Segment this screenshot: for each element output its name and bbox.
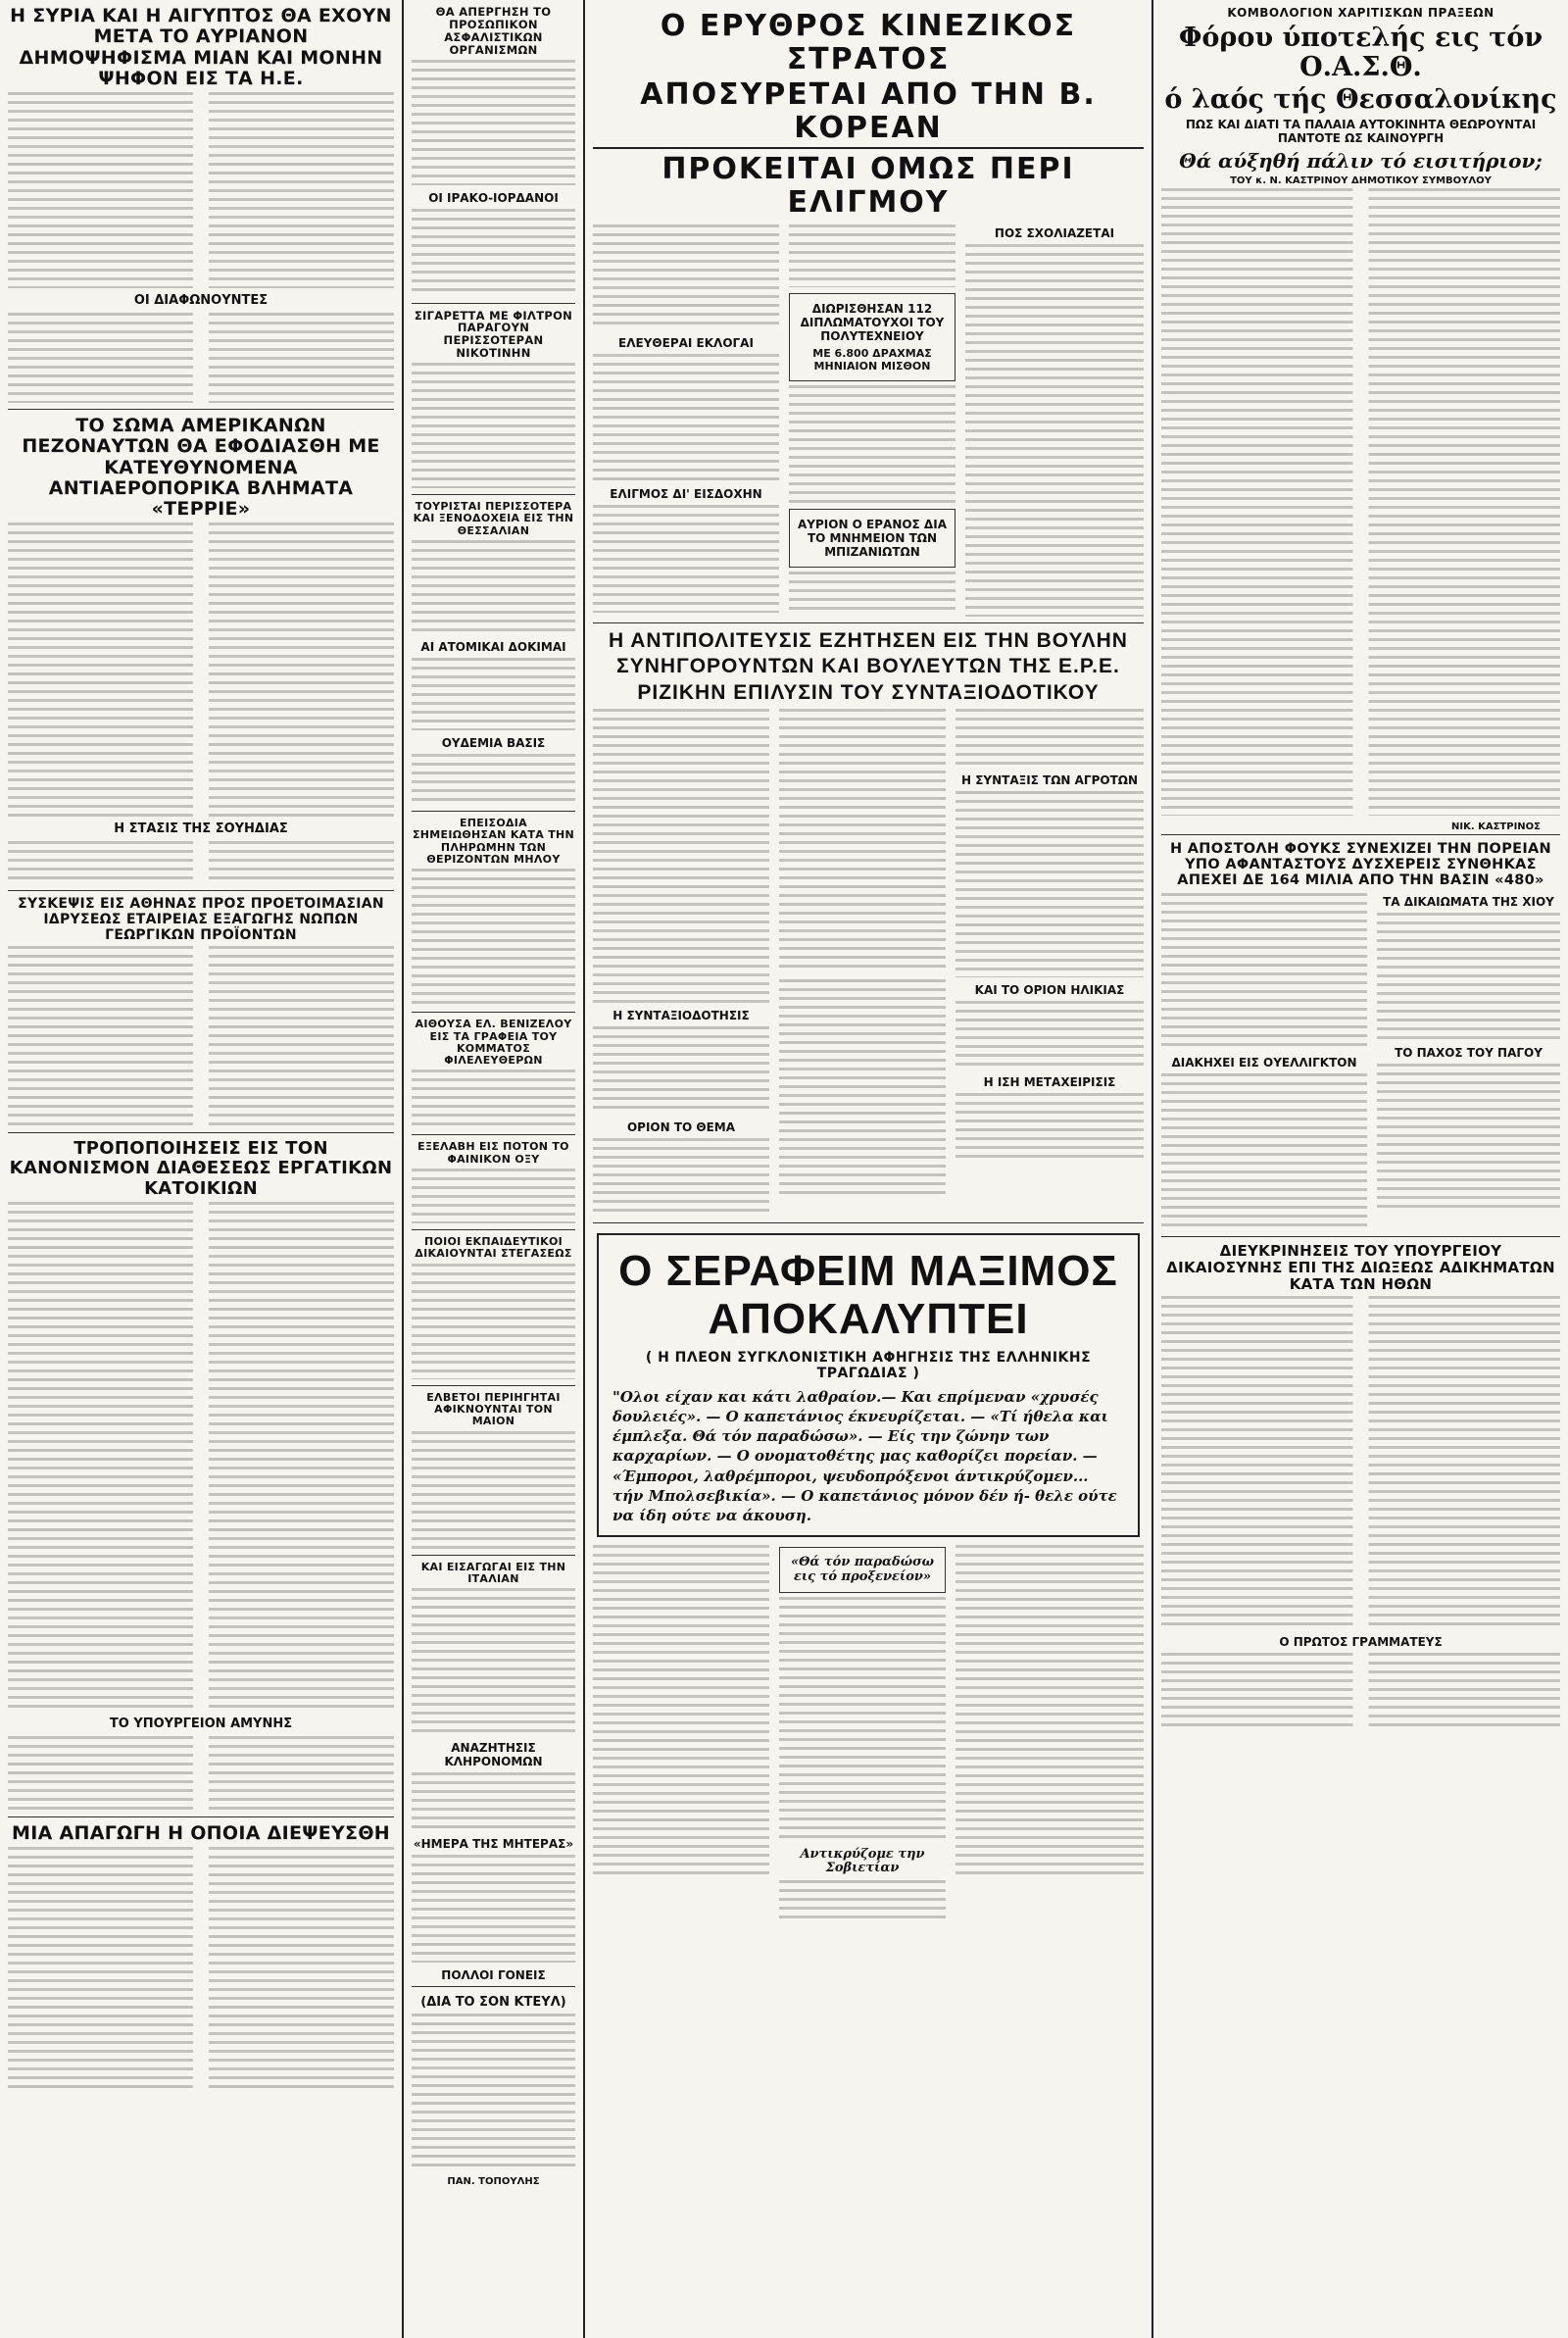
subheading-diplomats-salary: ΜΕ 6.800 ΔΡΑΧΜΑΣ ΜΗΝΙΑΙΟΝ ΜΙΣΘΟΝ: [812, 346, 932, 373]
headline-abduction: ΜΙΑ ΑΠΑΓΩΓΗ Η ΟΠΟΙΑ ΔΙΕΨΕΥΣΘΗ: [12, 1821, 390, 1844]
article-syria-egypt: [8, 4, 394, 410]
headline-syria-egypt: Η ΣΥΡΙΑ ΚΑΙ Η ΑΙΓΥΠΤΟΣ ΘΑ ΕΧΟΥΝ ΜΕΤΑ ΤΟ ΑΥΡΙΑΝΟΝ ΔΗΜΟΨΗΦΙΣΜΑ ΜΙΑΝ ΚΑΙ ΜΟΝΗΝ ΨΗΦΟΝ ΕΙΣ ΤΑ Η.Ε.: [10, 5, 392, 89]
inset-eranos: [789, 509, 956, 568]
article-body: [593, 1138, 769, 1217]
headline-terrier-missiles: ΤΟ ΣΩΜΑ ΑΜΕΡΙΚΑΝΩΝ ΠΕΖΟΝΑΥΤΩΝ ΘΑ ΕΦΟΔΙΑΣΘΗ ΜΕ ΚΑΤΕΥΘΥΝΟΜΕΝΑ ΑΝΤΙΑΕΡΟΠΟΡΙΚΑ ΒΛΗΜΑΤΑ «ΤΕΡΡΙΕ»: [22, 415, 380, 521]
article-body: [956, 791, 1144, 977]
article-body: [412, 1772, 575, 1831]
headline-chinese-army-2: ΑΠΟΣΥΡΕΤΑΙ ΑΠΟ ΤΗΝ Β. ΚΟΡΕΑΝ: [640, 77, 1097, 145]
headline-cigarettes: ΣΙΓΑΡΕΤΤΑ ΜΕ ΦΙΛΤΡΟΝ ΠΑΡΑΓΟΥΝ ΠΕΡΙΣΣΟΤΕΡΑΝ ΝΙΚΟΤΙΝΗΝ: [414, 308, 573, 361]
article-body: [1377, 1064, 1560, 1211]
article-body: [8, 841, 394, 884]
article-body: [8, 946, 394, 1126]
article-body: [412, 754, 575, 805]
kicker-komvologion: ΚΟΜΒΟΛΟΓΙΟΝ ΧΑΡΙΤΙΣΚΩΝ ΠΡΑΞΕΩΝ: [1227, 6, 1494, 20]
article-chinese-army: [593, 4, 1144, 623]
article-body: [593, 1026, 769, 1115]
column-1: [0, 0, 402, 2338]
subheading-heirs: ΑΝΑΖΗΤΗΣΙΣ ΚΛΗΡΟΝΟΜΩΝ: [444, 1741, 543, 1769]
article-body: [8, 1847, 394, 2092]
headline-teachers-housing: ΠΟΙΟΙ ΕΚΠΑΙΔΕΥΤΙΚΟΙ ΔΙΚΑΙΟΥΝΤΑΙ ΣΤΕΓΑΣΕΩΣ: [415, 1235, 572, 1261]
headline-worker-housing: ΤΡΟΠΟΠΟΙΗΣΕΙΣ ΕΙΣ ΤΟΝ ΚΑΝΟΝΙΣΜΟΝ ΔΙΑΘΕΣΕΩΣ ΕΡΓΑΤΙΚΩΝ ΚΑΤΟΙΚΙΩΝ: [9, 1138, 393, 1199]
article-body: [779, 1597, 946, 1842]
article-justice-ministry: [1161, 1241, 1560, 1736]
article-abduction: [8, 1821, 394, 2098]
article-body: [412, 1431, 575, 1549]
article-body: [8, 92, 394, 288]
article-oasth-tax: [1161, 4, 1560, 835]
article-body: [1161, 1296, 1560, 1629]
subheading-old-cars: ΠΩΣ ΚΑΙ ΔΙΑΤΙ ΤΑ ΠΑΛΑΙΑ ΑΥΤΟΚΙΝΗΤΑ ΘΕΩΡΟΥΝΤΑΙ ΠΑΝΤΟΤΕ ΩΣ ΚΑΙΝΟΥΡΓΗ: [1185, 118, 1537, 145]
article-export-company: [8, 895, 394, 1133]
serafeim-quote: "Ολοι είχαν και κάτι λαθραίον.— Και επρίμεναν «χρυσές δουλειές». — Ο καπετάνιος έκνευρίζεται. — «Τί ήθελα και έμπλεξα. Θά τόν παραδώσω». — Είς την ζώνην των καρχαρίων. — Ο ονοματοθέτης μας καθορίζει πορείαν. — «Έμποροι, λαθρέμποροι, ψευδοπρόξενοι άντικρύζομεν... τήν Μπολσεβικία». — Ο καπετάνιος μόνον δέν ή- θελε ούτε να ίδη ούτε να άκουση.: [612, 1387, 1117, 1525]
article-fuchs-expedition: [1161, 839, 1560, 1238]
article-serafeim: [593, 1227, 1144, 1924]
article-body: [1377, 913, 1560, 1040]
article-body: [789, 572, 956, 615]
headline-chinese-army-3: ΠΡΟΚΕΙΤΑΙ ΟΜΩΣ ΠΕΡΙ ΕΛΙΓΜΟΥ: [593, 147, 1144, 219]
article-body: [956, 709, 1144, 768]
inset-deliver: [779, 1547, 946, 1593]
subheading-atomic-tests: ΑΙ ΑΤΟΜΙΚΑΙ ΔΟΚΙΜΑΙ: [420, 639, 566, 654]
article-swiss-tourists: [412, 1390, 575, 1556]
subheading-dissenters: ΟΙ ΔΙΑΦΩΝΟΥΝΤΕΣ: [133, 293, 269, 309]
article-body: [412, 869, 575, 1006]
article-melos-episodes: [412, 816, 575, 1013]
serafeim-box: [597, 1233, 1140, 1537]
headline-fuchs-expedition: Η ΑΠΟΣΤΟΛΗ ΦΟΥΚΣ ΣΥΝΕΧΙΖΕΙ ΤΗΝ ΠΟΡΕΙΑΝ ΥΠΟ ΑΦΑΝΤΑΣΤΟΥΣ ΔΥΣΧΕΡΕΙΣ ΣΥΝΘΗΚΑΣ ΑΠΕΧΕΙ ΔΕ 164 ΜΙΛΙΑ ΑΠΟ ΤΗΝ ΒΑΣΙΝ «480»: [1170, 840, 1551, 889]
subheading-farmers-pension: Η ΣΥΝΤΑΞΙΣ ΤΩΝ ΑΓΡΟΤΩΝ: [960, 773, 1138, 788]
headline-export-company: ΣΥΣΚΕΨΙΣ ΕΙΣ ΑΘΗΝΑΣ ΠΡΟΣ ΠΡΟΕΤΟΙΜΑΣΙΑΝ ΙΔΡΥΣΕΩΣ ΕΤΑΙΡΕΙΑΣ ΕΞΑΓΩΓΗΣ ΝΩΠΩΝ ΓΕΩΡΓΙΚΩΝ ΠΡΟΪΟΝΤΩΝ: [18, 896, 384, 943]
headline-serafeim: Ο ΣΕΡΑΦΕΙΜ ΜΑΞΙΜΟΣ ΑΠΟΚΑΛΥΠΤΕΙ: [618, 1247, 1118, 1344]
headline-italy-imports: ΚΑΙ ΕΙΣΑΓΩΓΑΙ ΕΙΣ ΤΗΝ ΙΤΑΛΙΑΝ: [420, 1560, 566, 1585]
headline-oasth-1: Φόρου ύποτελής εις τόν Ο.Α.Σ.Θ.: [1178, 23, 1544, 82]
article-body: [412, 1264, 575, 1379]
serafeim-bracket-title: ( Η ΠΛΕΟΝ ΣΥΓΚΛΟΝΙΣΤΙΚΗ ΑΦΗΓΗΣΙΣ ΤΗΣ ΕΛΛΗΝΙΚΗΣ ΤΡΑΓΩΔΙΑΣ ): [645, 1349, 1092, 1381]
article-body: [956, 1001, 1144, 1070]
article-worker-housing: [8, 1137, 394, 1816]
article-body: [412, 209, 575, 297]
subheading-commentary: ΠΟΣ ΣΧΟΛΙΑΖΕΤΑΙ: [994, 225, 1115, 240]
article-body: [1161, 188, 1560, 816]
article-body: [8, 313, 394, 403]
subheading-successor: ΕΛΙΓΜΟΣ ΔΙ' ΕΙΣΔΟΧΗΝ: [610, 486, 762, 501]
column-2: [402, 0, 583, 2338]
article-body: [965, 244, 1144, 617]
subheading-mothers-day: «ΗΜΕΡΑ ΤΗΣ ΜΗΤΕΡΑΣ»: [413, 1837, 574, 1852]
headline-eranos: ΑΥΡΙΟΝ Ο ΕΡΑΝΟΣ ΔΙΑ ΤΟ ΜΝΗΜΕΙΟΝ ΤΩΝ ΜΠΙΖΑΝΙΩΤΩΝ: [798, 517, 947, 559]
article-body: [779, 709, 946, 973]
headline-chinese-army-1: Ο ΕΡΥΘΡΟΣ ΚΙΝΕΖΙΚΟΣ ΣΤΡΑΤΟΣ: [660, 9, 1077, 76]
subheading-defense-ministry: ΤΟ ΥΠΟΥΡΓΕΙΟΝ ΑΜΥΝΗΣ: [109, 1716, 293, 1731]
headline-oasth-2: ό λαός τής Θεσσαλονίκης: [1164, 84, 1557, 116]
article-body: [1161, 1073, 1367, 1230]
subheading-wellington: ΔΙΑΚΗΧΕΙ ΕΙΣ ΟΥΕΛΛΙΓΚΤΟΝ: [1171, 1056, 1357, 1070]
headline-swiss-tourists: ΕΛΒΕΤΟΙ ΠΕΡΙΗΓΗΤΑΙ ΑΦΙΚΝΟΥΝΤΑΙ ΤΟΝ ΜΑΙΟΝ: [426, 1390, 561, 1428]
subheading-free-elections: ΕΛΕΥΘΕΡΑΙ ΕΚΛΟΓΑΙ: [618, 335, 754, 350]
subheading-ktel: (ΔΙΑ ΤΟ ΣΟΝ ΚΤΕΥΛ): [420, 1995, 566, 2011]
subheading-many-parents: ΠΟΛΛΟΙ ΓΟΝΕΙΣ: [441, 1968, 546, 1983]
headline-opposition-3: ΡΙΖΙΚΗΝ ΕΠΙΛΥΣΙΝ ΤΟΥ ΣΥΝΤΑΞΙΟΔΟΤΙΚΟΥ: [637, 680, 1100, 704]
article-body: [412, 658, 575, 730]
article-body: [412, 540, 575, 634]
subheading-the-subject: ΟΡΙΟΝ ΤΟ ΘΕΜΑ: [626, 1120, 736, 1135]
headline-venizelos-hall: ΑΙΘΟΥΣΑ ΕΛ. ΒΕΝΙΖΕΛΟΥ ΕΙΣ ΤΑ ΓΡΑΦΕΙΑ ΤΟΥ ΚΟΜΜΑΤΟΣ ΦΙΛΕΛΕΥΘΕΡΩΝ: [415, 1018, 572, 1068]
article-terrier-missiles: [8, 414, 394, 891]
subheading-sweden: Η ΣΤΑΣΙΣ ΤΗΣ ΣΟΥΗΔΙΑΣ: [114, 821, 288, 837]
headline-justice-ministry: ΔΙΕΥΚΡΙΝΗΣΕΙΣ ΤΟΥ ΥΠΟΥΡΓΕΙΟΥ ΔΙΚΑΙΟΣΥΝΗΣ ΕΠΙ ΤΗΣ ΔΙΩΞΕΩΣ ΑΔΙΚΗΜΑΤΩΝ ΚΑΤΑ ΤΩΝ ΗΘΩΝ: [1166, 1242, 1555, 1293]
headline-insurance-strike: ΘΑ ΑΠΕΡΓΗΣΗ ΤΟ ΠΡΟΣΩΠΙΚΟΝ ΑΣΦΑΛΙΣΤΙΚΩΝ ΟΡΓΑΝΙΣΜΩΝ: [435, 5, 552, 57]
column-4: [1152, 0, 1568, 2338]
article-body: [1161, 893, 1367, 1050]
subheading-deliver: «Θά τόν παραδώσω εις τό προξενείον»: [790, 1555, 935, 1584]
article-teachers-housing: [412, 1234, 575, 1386]
article-ktel: [412, 1991, 575, 2189]
column-3: [583, 0, 1152, 2338]
article-cigarettes: [412, 308, 575, 496]
article-body: [593, 505, 779, 613]
article-body: [789, 385, 956, 503]
article-body: [956, 1545, 1144, 1878]
subheading-iraq-jordan: ΟΙ ΙΡΑΚΟ-ΙΟΡΔΑΝΟΙ: [428, 190, 559, 205]
article-body: [779, 979, 946, 1195]
headline-tourists-thessaly: ΤΟΥΡΙΣΤΑΙ ΠΕΡΙΣΣΟΤΕΡΑ ΚΑΙ ΞΕΝΟΔΟΧΕΙΑ ΕΙΣ ΤΗΝ ΘΕΣΣΑΛΙΑΝ: [413, 500, 574, 537]
headline-diplomats: ΔΙΩΡΙΣΘΗΣΑΝ 112 ΔΙΠΛΩΜΑΤΟΥΧΟΙ ΤΟΥ ΠΟΛΥΤΕΧΝΕΙΟΥ: [800, 301, 945, 343]
article-opposition-pensions: [593, 627, 1144, 1224]
inset-diplomats: [789, 293, 956, 381]
article-phenolic-acid: [412, 1139, 575, 1230]
article-body: [779, 1880, 946, 1919]
subheading-equal-treatment: Η ΙΣΗ ΜΕΤΑΧΕΙΡΙΣΙΣ: [983, 1075, 1116, 1090]
subheading-first-secretary: Ο ΠΡΩΤΟΣ ΓΡΑΜΜΑΤΕΥΣ: [1279, 1634, 1443, 1649]
subheading-soviet: Αντικρύζομε την Σοβιετίαν: [800, 1846, 925, 1876]
article-body: [412, 1588, 575, 1735]
subheading-chios: ΤΑ ΔΙΚΑΙΩΜΑΤΑ ΤΗΣ ΧΙΟΥ: [1383, 895, 1554, 910]
article-venizelos-hall: [412, 1017, 575, 1135]
article-body: [412, 1169, 575, 1223]
headline-opposition-2: ΣΥΝΗΓΟΡΟΥΝΤΩΝ ΚΑΙ ΒΟΥΛΕΥΤΩΝ ΤΗΣ Ε.Ρ.Ε.: [616, 655, 1120, 678]
article-body: [412, 1855, 575, 1963]
subheading-ice-thickness: ΤΟ ΠΑΧΟΣ ΤΟΥ ΠΑΓΟΥ: [1395, 1046, 1543, 1061]
article-body: [8, 1736, 394, 1811]
article-body: [8, 1202, 394, 1712]
article-body: [593, 224, 779, 330]
article-tourists-thessaly: [412, 499, 575, 812]
headline-melos-episodes: ΕΠΕΙΣΟΔΙΑ ΣΗΜΕΙΩΘΗΣΑΝ ΚΑΤΑ ΤΗΝ ΠΛΗΡΩΜΗΝ ΤΩΝ ΘΕΡΙΖΟΝΤΩΝ ΜΗΛΟΥ: [412, 816, 575, 866]
subheading-no-basis: ΟΥΔΕΜΙΑ ΒΑΣΙΣ: [441, 735, 546, 750]
headline-phenolic-acid: ΕΞΕΛΑΒΗ ΕΙΣ ΠΟΤΟΝ ΤΟ ΦΑΙΝΙΚΟΝ ΟΞΥ: [417, 1140, 569, 1166]
article-body: [412, 363, 575, 488]
article-body: [412, 60, 575, 185]
byline-kastrinos: ΤΟΥ κ. Ν. ΚΑΣΤΡΙΝΟΥ ΔΗΜΟΤΙΚΟΥ ΣΥΜΒΟΥΛΟΥ: [1230, 174, 1492, 186]
article-body: [593, 1545, 769, 1878]
article-insurance-strike: [412, 4, 575, 304]
signature: ΠΑΝ. ΤΟΠΟΥΛΗΣ: [447, 2176, 540, 2188]
article-italy-imports: [412, 1560, 575, 1988]
signature-kastrinos: ΝΙΚ. ΚΑΣΤΡΙΝΟΣ: [1450, 821, 1541, 832]
article-body: [412, 1070, 575, 1128]
subheading-pensions: Η ΣΥΝΤΑΞΙΟΔΟΤΗΣΙΣ: [612, 1009, 750, 1023]
article-body: [1161, 1653, 1560, 1731]
article-body: [8, 522, 394, 817]
article-body: [789, 224, 956, 287]
headline-opposition-1: Η ΑΝΤΙΠΟΛΙΤΕΥΣΙΣ ΕΖΗΤΗΣΕΝ ΕΙΣ ΤΗΝ ΒΟΥΛΗΝ: [609, 628, 1128, 652]
subheading-age-limit: ΚΑΙ ΤΟ ΟΡΙΟΝ ΗΛΙΚΙΑΣ: [974, 983, 1125, 998]
article-body: [412, 2014, 575, 2170]
article-body: [593, 354, 779, 481]
article-body: [593, 709, 769, 1003]
article-body: [956, 1093, 1144, 1162]
subheading-ticket-increase: Θά αύξηθή πάλιν τό εισιτήριον;: [1179, 148, 1543, 173]
